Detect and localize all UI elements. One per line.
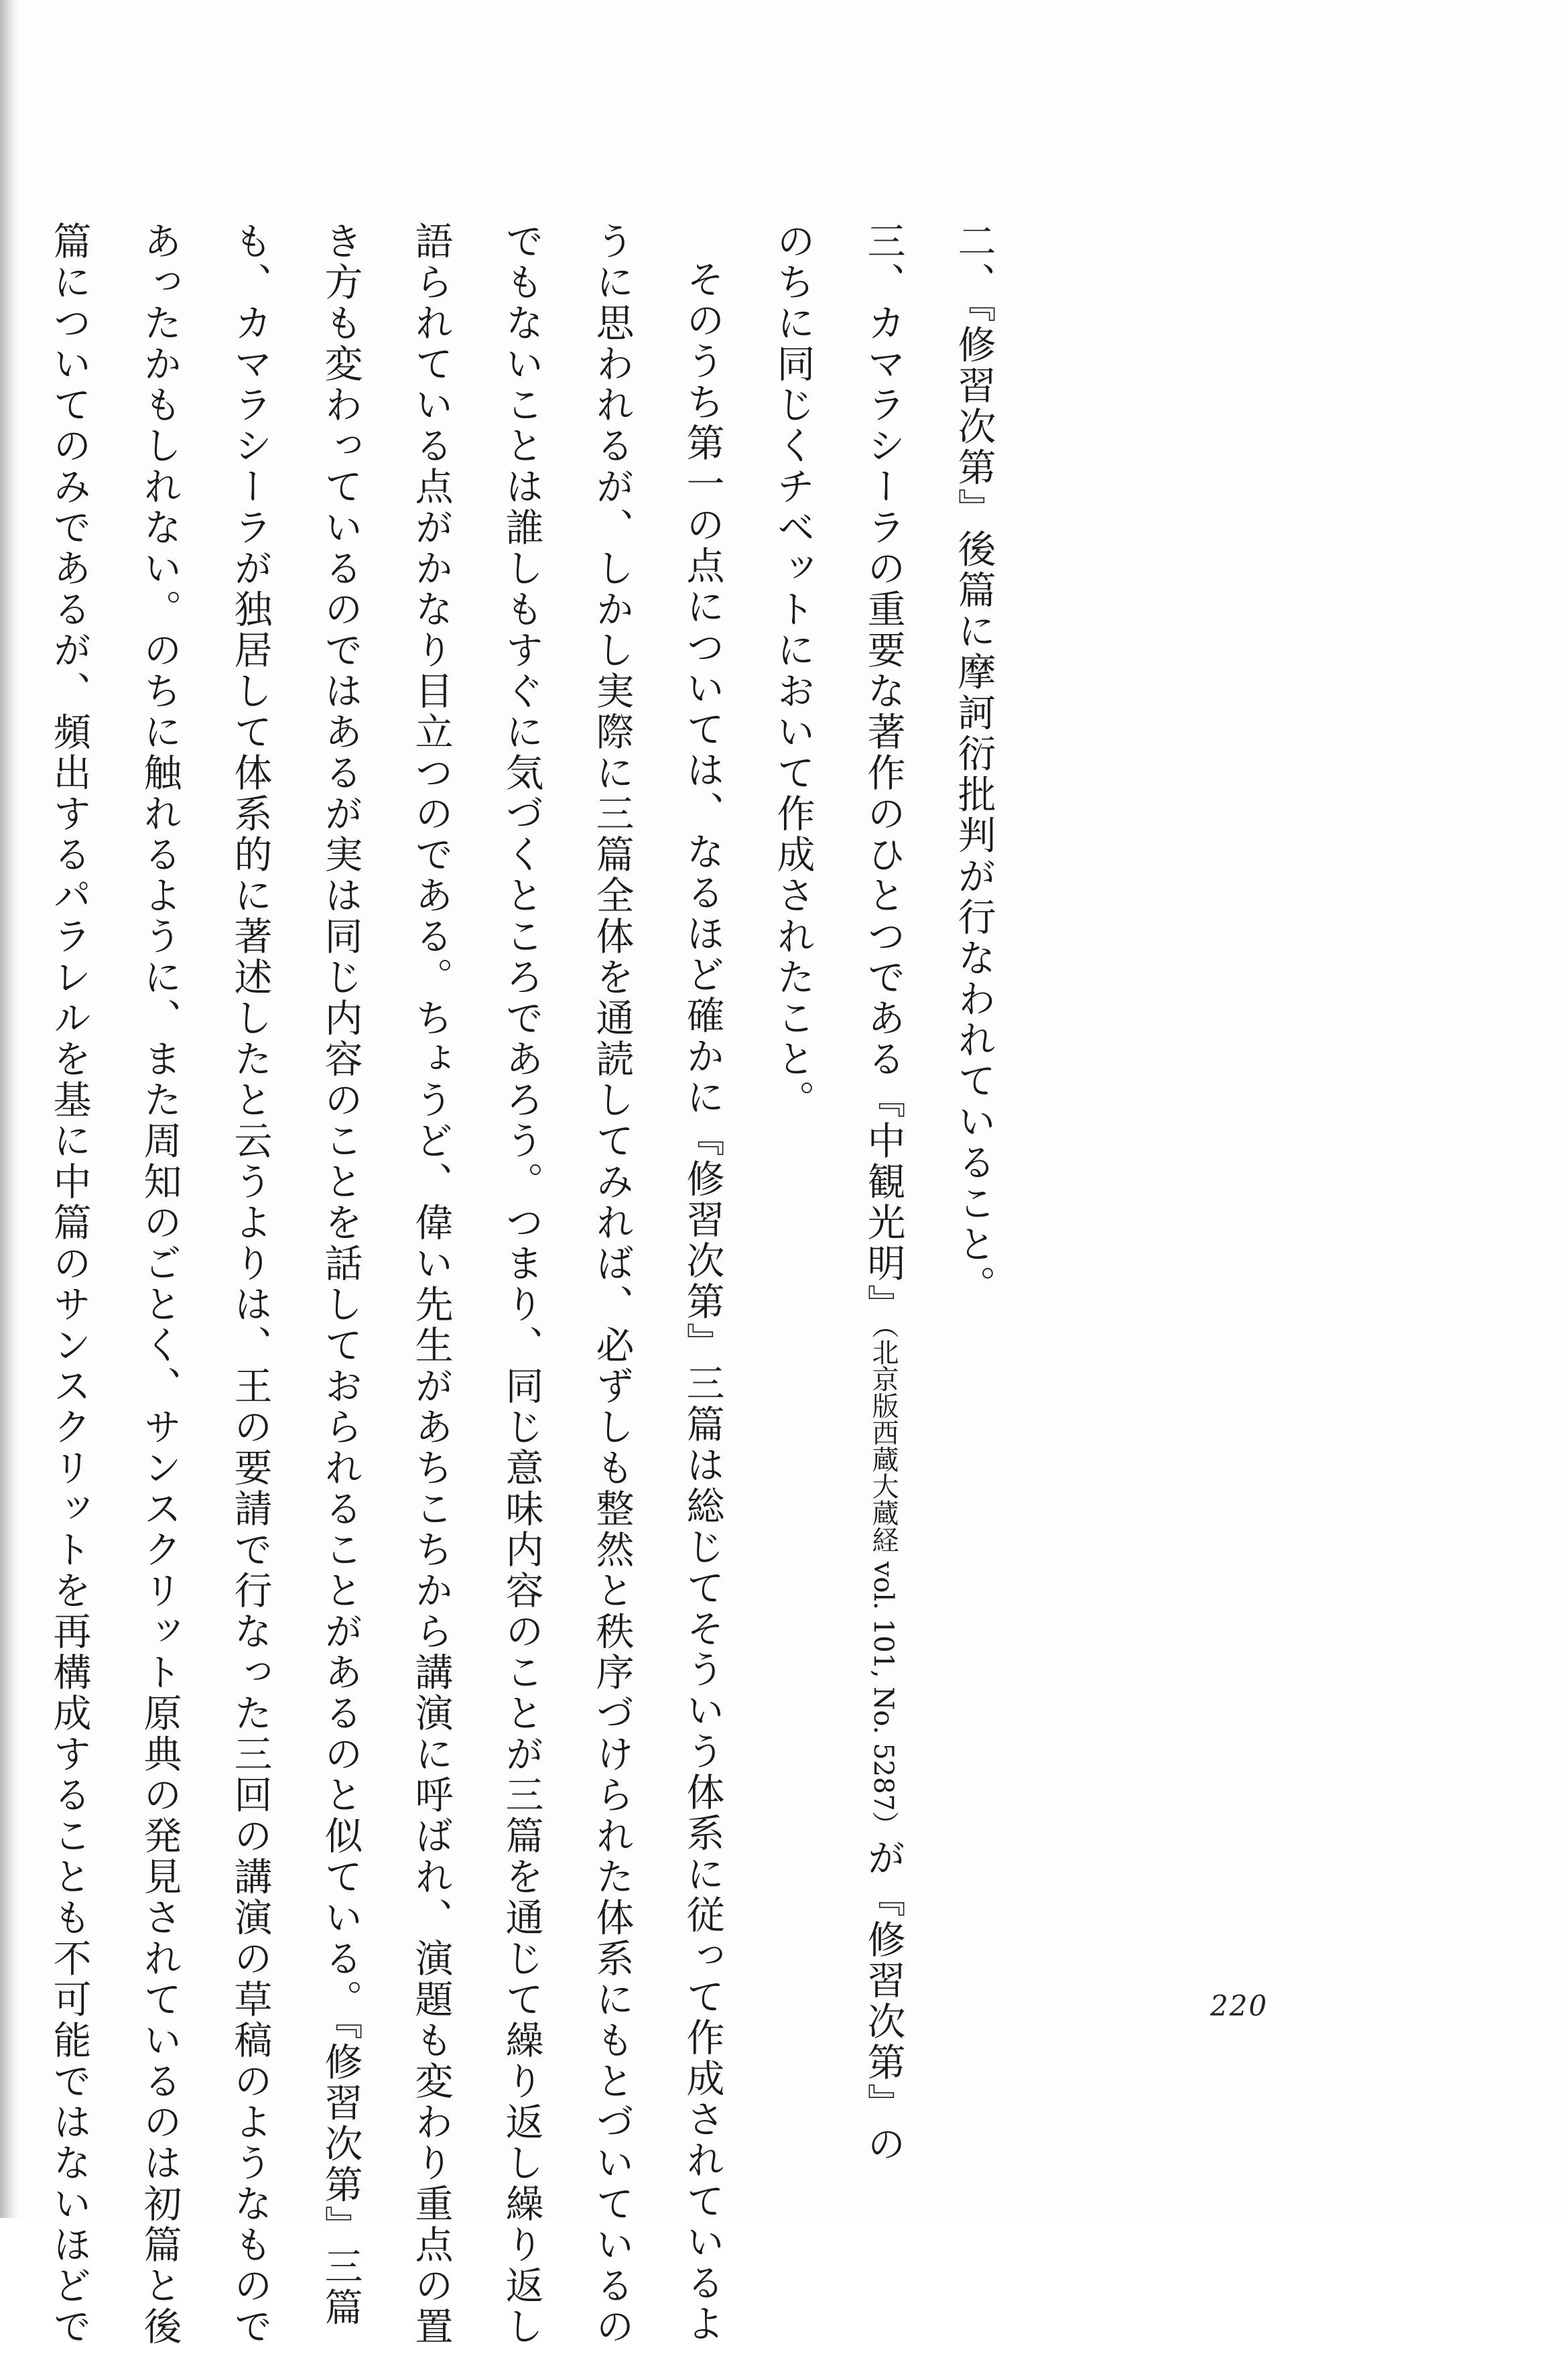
text-line: 篇についてのみであるが、頻出するパラレルを基に中篇のサンスクリットを再構成することも不可能ではないほどで (47, 221, 91, 2347)
vertical-text-body (0, 221, 1019, 2347)
text-line-part: 三、カマラシーラの重要な著作のひとつである『中観光明』 (861, 221, 905, 1325)
text-line: そのうち第一の点については、なるほど確かに『修習次第』三篇は総じてそういう体系に従って作成されているよ (680, 259, 724, 2345)
text-line: き方も変わっているのではあるが実は同じ内容のことを話しておられることがあるのと似ている。『修習次第』三篇 (318, 221, 363, 2329)
text-line: のちに同じくチベットにおいて作成されたこと。 (771, 221, 815, 1121)
text-line: も、カマラシーラが独居して体系的に著述したと云うよりは、王の要請で行なった三回の講演の草稿のようなもので (228, 221, 272, 2347)
text-line-note: （北京版西蔵大蔵経 vol. 101, No. 5287） (868, 1325, 899, 1838)
text-line: あったかもしれない。のちに触れるように、また周知のごとく、サンスクリット原典の発見されているのは初篇と後 (137, 221, 182, 2347)
text-line (838, 221, 928, 2165)
text-line: でもないことは誰しもすぐに気づくところであろう。つまり、同じ意味内容のことが三篇を通じて繰り返し繰り返し (499, 221, 543, 2347)
text-line-part: が『修習次第』の (861, 1838, 905, 2165)
text-line: 語られている点がかなり目立つのである。ちょうど、偉い先生があちこちから講演に呼ばれ、演題も変わり重点の置 (409, 221, 453, 2347)
text-line: うに思われるが、しかし実際に三篇全体を通読してみれば、必ずしも整然と秩序づけられた体系にもとづいているの (590, 221, 634, 2347)
text-line: 二、『修習次第』後篇に摩訶衍批判が行なわれていること。 (952, 221, 996, 1306)
page-number: 220 (1210, 1989, 1268, 2022)
text-line (0, 221, 23, 2031)
